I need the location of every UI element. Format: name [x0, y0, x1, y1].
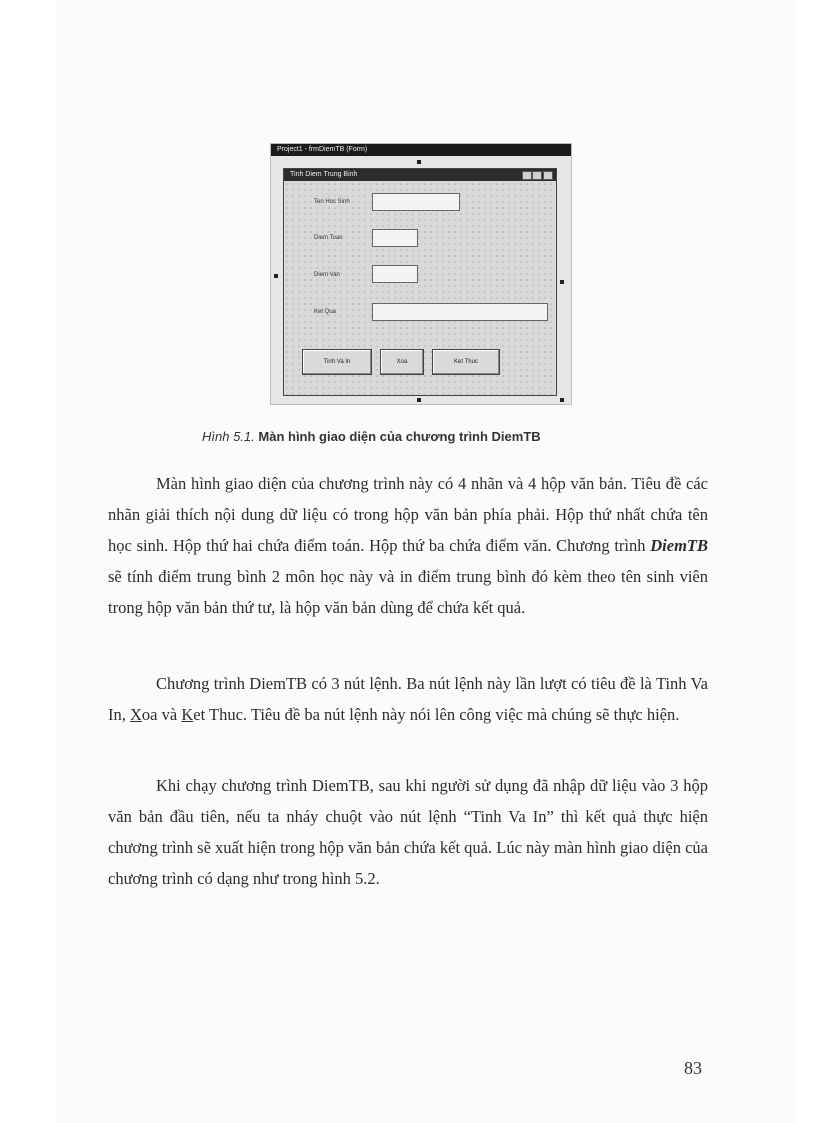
program-name: DiemTB — [650, 536, 708, 555]
paragraph-2-start: Chương trình DiemTB có 3 nút lệnh. Ba nút lệnh này lần lượt có tiêu đề là Tinh Va In, — [108, 674, 708, 724]
ket-rest: et Thuc — [193, 705, 243, 724]
page-number: 83 — [684, 1058, 702, 1078]
xoa-rest: oa — [141, 705, 158, 724]
paragraph-1 — [108, 468, 708, 623]
designer-title-bar: Project1 - frmDiemTB (Form) — [271, 144, 571, 156]
label-diem-toan: Diem Toan — [314, 235, 343, 241]
label-diem-van: Diem Van — [314, 272, 340, 278]
minimize-icon — [522, 171, 532, 180]
selection-handle — [560, 398, 564, 402]
paragraph-1-end: sẽ tính điểm trung bình 2 môn học này và in điểm trung bình đó kèm theo tên sinh viên trong hộp văn bản thứ tư, là hộp văn bản dùng để chứa kết quả. — [108, 567, 708, 617]
button-xoa: Xoa — [380, 349, 424, 375]
paragraph-2-mid: và — [161, 705, 178, 724]
textbox-diem-van — [372, 265, 418, 283]
paragraph-1-text: Màn hình giao diện của chương trình này có 4 nhãn và 4 hộp văn bản. Tiêu đề các nhãn giải thích nội dung dữ liệu có trong hộp văn bản phía phải. Hộp thứ nhất chứa tên học sinh. Hộp thứ hai chứa điểm toán. Hộp thứ ba chứa điểm văn. Chương trình — [108, 474, 708, 555]
form-title: Tinh Diem Trung Binh — [290, 171, 358, 178]
selection-handle — [560, 280, 564, 284]
xoa-key: X — [130, 705, 142, 724]
selection-handle — [417, 398, 421, 402]
close-icon — [543, 171, 553, 180]
caption-number: Hình 5.1. — [202, 429, 255, 444]
form-title-bar — [284, 169, 556, 181]
caption-title: Màn hình giao diện của chương trình DiemTB — [258, 429, 541, 444]
label-ket-qua: Ket Qua — [314, 309, 337, 315]
textbox-diem-toan — [372, 229, 418, 247]
paragraph-2 — [108, 668, 708, 730]
paragraph-2-end: . Tiêu đề ba nút lệnh này nói lên công việc mà chúng sẽ thực hiện. — [242, 705, 680, 724]
button-ket-thuc: Ket Thuc — [432, 349, 500, 375]
ket-key: K — [181, 705, 194, 724]
figure-caption — [202, 429, 722, 444]
maximize-icon — [532, 171, 542, 180]
textbox-ket-qua — [372, 303, 548, 321]
paragraph-3: Khi chạy chương trình DiemTB, sau khi người sử dụng đã nhập dữ liệu vào 3 hộp văn bản đầu tiên, nếu ta nháy chuột vào nút lệnh “Tinh Va In” thì kết quả thực hiện chương trình sẽ xuất hiện trong hộp văn bản chứa kết quả. Lúc này màn hình giao diện của chương trình có dạng như trong hình 5.2. — [108, 776, 708, 888]
textbox-ten-hoc-sinh — [372, 193, 460, 211]
label-ten-hoc-sinh: Ten Hoc Sinh — [314, 199, 350, 205]
selection-handle — [274, 274, 278, 278]
button-tinh-va-in: Tinh Va In — [302, 349, 372, 375]
selection-handle — [417, 160, 421, 164]
form-window — [283, 168, 557, 396]
figure-vb-designer — [270, 143, 572, 405]
